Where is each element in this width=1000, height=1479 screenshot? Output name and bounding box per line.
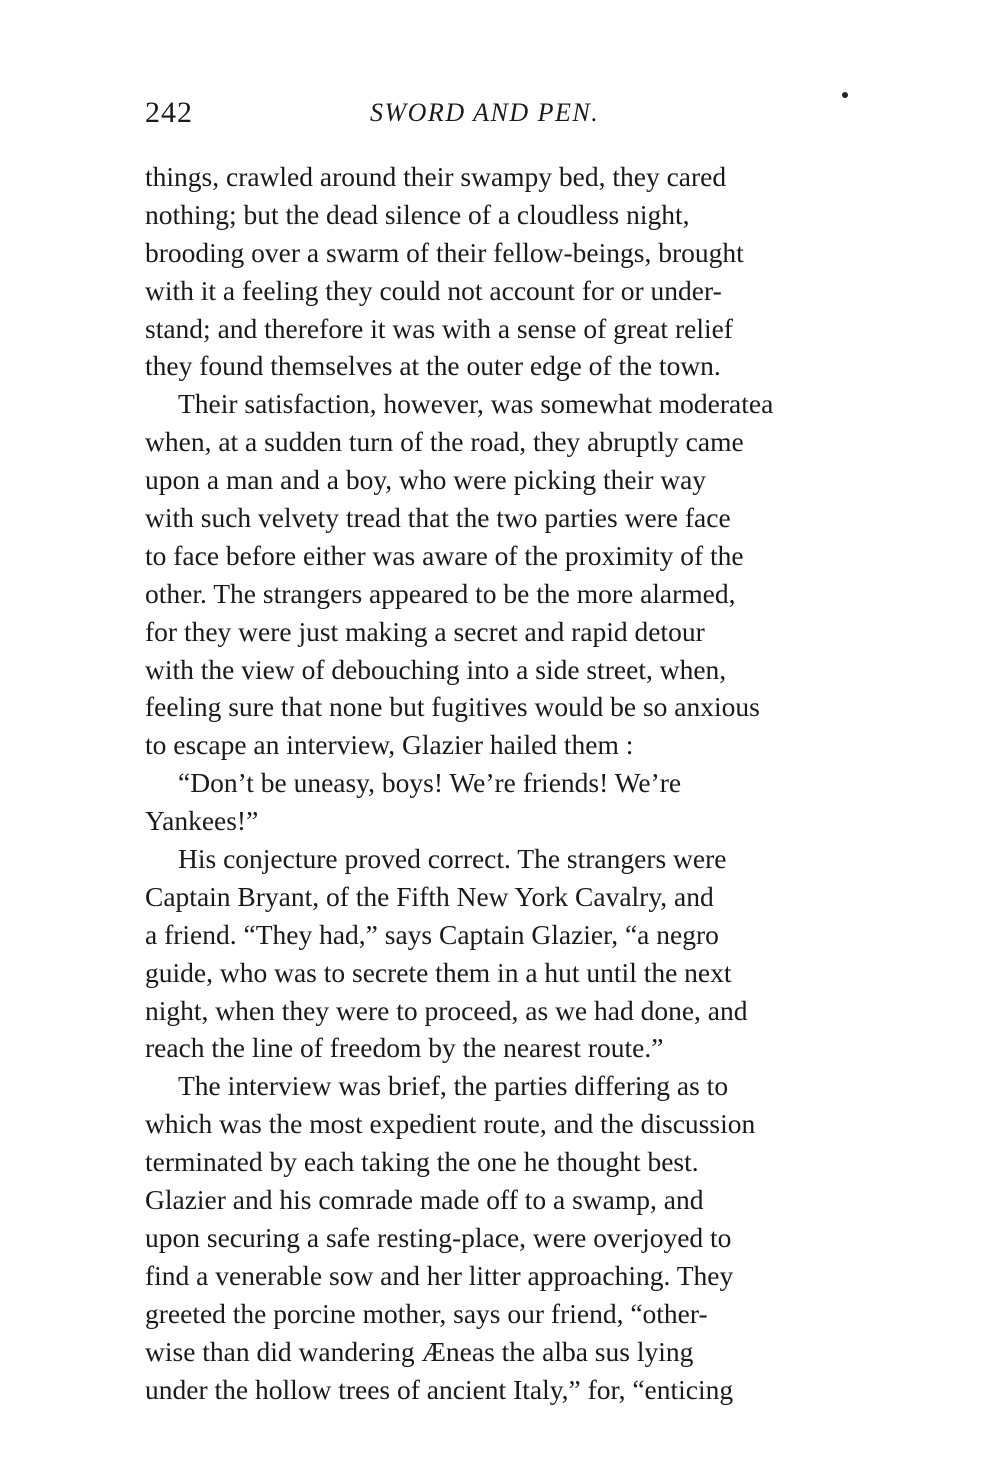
ink-speck-mark bbox=[842, 92, 848, 98]
page-number: 242 bbox=[145, 96, 193, 129]
text-line: for they were just making a secret and rapid detour bbox=[145, 615, 705, 647]
text-line: terminated by each taking the one he thought best. bbox=[145, 1146, 699, 1178]
text-line: which was the most expedient route, and the discussion bbox=[145, 1108, 756, 1140]
text-line: upon a man and a boy, who were picking their way bbox=[145, 464, 707, 496]
paragraph-first-line: The interview was brief, the parties differing as to bbox=[178, 1070, 729, 1102]
text-line: reach the line of freedom by the nearest route.” bbox=[145, 1032, 664, 1064]
body-text bbox=[145, 158, 860, 1408]
text-line: other. The strangers appeared to be the more alarmed, bbox=[145, 577, 736, 609]
text-line: brooding over a swarm of their fellow-beings, brought bbox=[145, 236, 744, 268]
text-line: to face before either was aware of the proximity of the bbox=[145, 539, 744, 571]
page-header bbox=[145, 96, 857, 136]
text-line: with it a feeling they could not account for or under- bbox=[145, 274, 722, 306]
text-line: with the view of debouching into a side street, when, bbox=[145, 653, 727, 685]
paragraph-first-line: “Don’t be uneasy, boys! We’re friends! We’re bbox=[178, 767, 682, 799]
text-line: wise than did wandering Æneas the alba sus lying bbox=[145, 1335, 694, 1367]
text-line: things, crawled around their swampy bed, they cared bbox=[145, 161, 727, 192]
paragraph-first-line: His conjecture proved correct. The strangers were bbox=[178, 843, 727, 875]
text-line: a friend. “They had,” says Captain Glazier, “a negro bbox=[145, 918, 719, 950]
text-line: to escape an interview, Glazier hailed them : bbox=[145, 729, 634, 761]
text-line: stand; and therefore it was with a sense of great relief bbox=[145, 312, 733, 344]
paragraph-first-line: Their satisfaction, however, was somewhat moderatea bbox=[178, 388, 774, 420]
text-line: feeling sure that none but fugitives would be so anxious bbox=[145, 691, 760, 723]
text-line: Captain Bryant, of the Fifth New York Cavalry, and bbox=[145, 880, 714, 912]
text-line: night, when they were to proceed, as we had done, and bbox=[145, 994, 748, 1026]
text-line: find a venerable sow and her litter approaching. They bbox=[145, 1259, 734, 1291]
text-line: Glazier and his comrade made off to a swamp, and bbox=[145, 1184, 704, 1216]
text-line: they found themselves at the outer edge of the town. bbox=[145, 350, 721, 382]
text-line: when, at a sudden turn of the road, they abruptly came bbox=[145, 426, 744, 458]
text-line: under the hollow trees of ancient Italy,” for, “enticing bbox=[145, 1373, 734, 1405]
text-line: Yankees!” bbox=[145, 805, 259, 837]
running-title: SWORD AND PEN. bbox=[370, 98, 600, 127]
text-line: with such velvety tread that the two parties were face bbox=[145, 502, 731, 534]
text-line: nothing; but the dead silence of a cloudless night, bbox=[145, 198, 690, 230]
text-line: greeted the porcine mother, says our friend, “other- bbox=[145, 1297, 708, 1329]
text-line: guide, who was to secrete them in a hut until the next bbox=[145, 956, 732, 988]
text-line: upon securing a safe resting-place, were overjoyed to bbox=[145, 1221, 732, 1253]
